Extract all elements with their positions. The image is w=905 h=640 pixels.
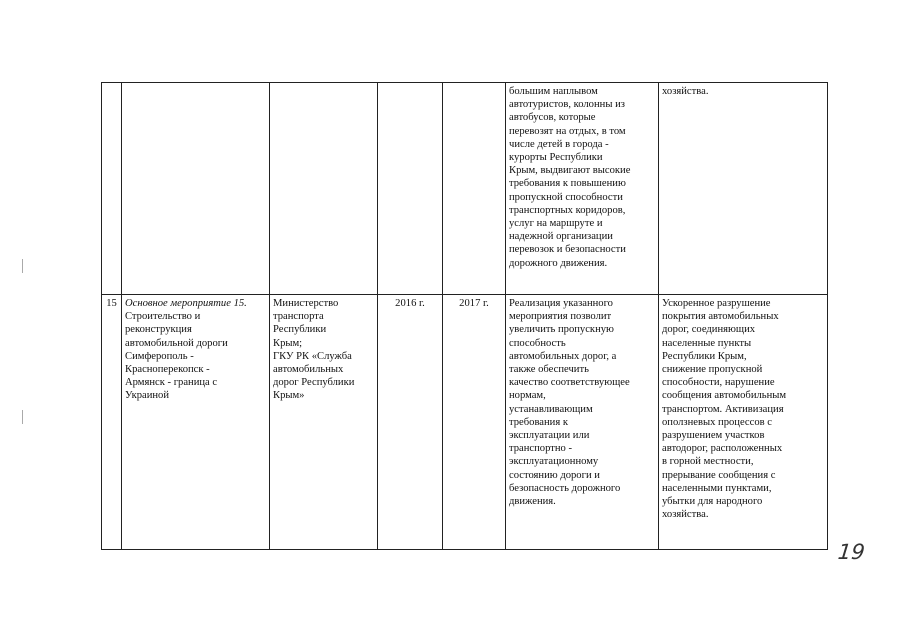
start-year-cell [378, 83, 443, 295]
program-table [101, 82, 828, 550]
consequences-cell: хозяйства. [659, 83, 828, 295]
scan-mark [22, 259, 23, 273]
event-description: Строительство и реконструкция автомобильной дороги Симферополь - Красноперекопск - Армянск - граница с Украиной [125, 311, 228, 402]
event-cell [122, 83, 270, 295]
table-row [102, 83, 828, 295]
page-number: 19 [836, 540, 866, 564]
start-year-cell: 2016 г. [378, 295, 443, 550]
scan-mark [22, 410, 23, 424]
end-year-cell [443, 83, 506, 295]
row-number-cell [102, 83, 122, 295]
executor-cell: Министерство транспорта Республики Крым; ГКУ РК «Служба автомобильных дорог Республики Крым» [270, 295, 378, 550]
table-row [102, 295, 828, 550]
consequences-cell: Ускоренное разрушение покрытия автомобильных дорог, соединяющих населенные пункты Республики Крым, снижение пропускной способности, нарушение сообщения автомобильным транспортом. Активизация оползневых процессов с разрушением участков автодорог, расположенных в горной местности, прерывание сообщения с населенными пунктами, убытки для народного хозяйства. [659, 295, 828, 550]
end-year-cell: 2017 г. [443, 295, 506, 550]
executor-cell [270, 83, 378, 295]
result-cell: Реализация указанного мероприятия позволит увеличить пропускную способность автомобильных дорог, а также обеспечить качество соответствующее нормам, устанавливающим требования к эксплуатации или транспортно - эксплуатационному состоянию дороги и безопасность дорожного движения. [506, 295, 659, 550]
result-cell: большим наплывом автотуристов, колонны из автобусов, которые перевозят на отдых, в том числе детей в города - курорты Республики Крым, выдвигают высокие требования к повышению пропускной способности транспортных коридоров, услуг на маршруте и надежной организации перевозок и безопасности дорожного движения. [506, 83, 659, 295]
event-title: Основное мероприятие 15. [125, 298, 247, 309]
event-cell [122, 295, 270, 550]
row-number-cell: 15 [102, 295, 122, 550]
